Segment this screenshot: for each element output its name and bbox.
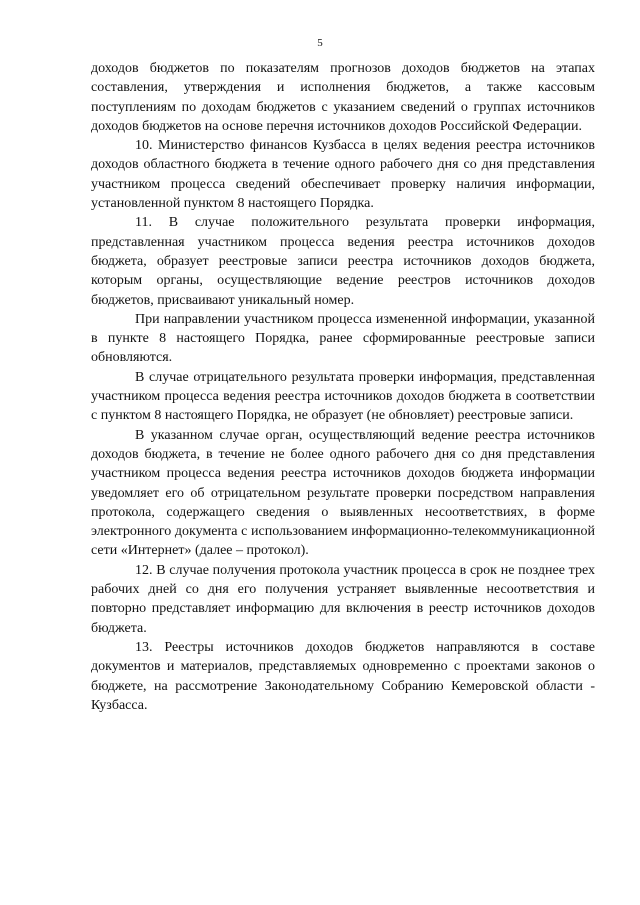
paragraph-protocol-notice: В указанном случае орган, осуществляющий ведение реестра источников доходов бюджета, в течение не более одного рабочего дня со дня представления участником процесса ведения реестра источников доходов бюджета информации уведомляет его об отрицательном результате проверки посредством направления протокола, содержащего сведения о выявленных несоответствиях, в форме электронного документа с использованием информационно-телекоммуникационной сети «Интернет» (далее – протокол). bbox=[91, 427, 595, 559]
document-body bbox=[91, 59, 595, 715]
paragraph-continuation: доходов бюджетов по показателям прогнозов доходов бюджетов на этапах составления, утверждения и исполнения бюджетов, а также кассовым поступлениям по доходам бюджетов с указанием сведений о группах источников доходов бюджетов на основе перечня источников доходов Российской Федерации. bbox=[91, 61, 595, 134]
paragraph-updated-info: При направлении участником процесса измененной информации, указанной в пункте 8 настоящего Порядка, ранее сформированные реестровые записи обновляются. bbox=[91, 311, 595, 366]
paragraph-item-13: 13. Реестры источников доходов бюджетов направляются в составе документов и материалов, представляемых одновременно с проектами законов о бюджете, на рассмотрение Законодательному Собранию Кемеровской области - Кузбасса. bbox=[91, 639, 595, 713]
paragraph-negative-result: В случае отрицательного результата проверки информация, представленная участником процесса ведения реестра источников доходов бюджета в соответствии с пунктом 8 настоящего Порядка, не образует (не обновляет) реестровые записи. bbox=[91, 369, 595, 424]
paragraph-item-11: 11. В случае положительного результата проверки информация, представленная участником процесса ведения реестра источников доходов бюджета, образует реестровые записи реестра источников доходов бюджета, которым органы, осуществляющие ведение реестров источников доходов бюджетов, присваивают уникальный номер. bbox=[91, 215, 595, 308]
page-number: 5 bbox=[317, 37, 323, 49]
paragraph-item-10: 10. Министерство финансов Кузбасса в целях ведения реестра источников доходов областного бюджета в течение одного рабочего дня со дня представления участником процесса сведений обеспечивает проверку наличия информации, установленной пунктом 8 настоящего Порядка. bbox=[91, 138, 595, 212]
paragraph-item-12: 12. В случае получения протокола участник процесса в срок не позднее трех рабочих дней со дня его получения устраняет выявленные несоответствия и повторно представляет информацию для включения в реестр источников доходов бюджета. bbox=[91, 562, 595, 636]
